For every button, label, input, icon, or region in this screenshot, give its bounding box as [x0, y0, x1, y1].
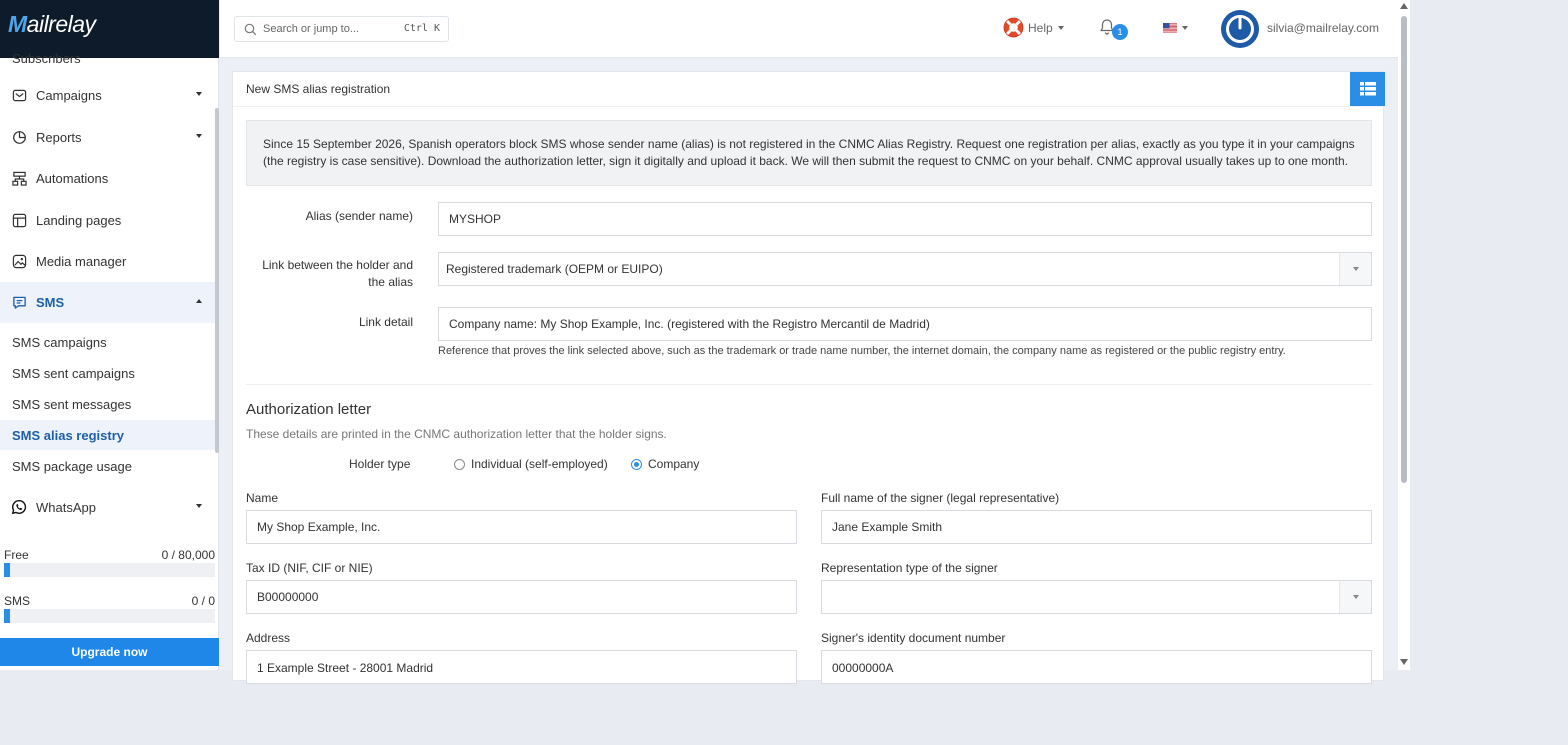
- representation-type-select[interactable]: [821, 580, 1372, 614]
- address-label: Address: [246, 631, 291, 645]
- whatsapp-icon: [11, 499, 27, 515]
- mailrelay-logo[interactable]: Mailrelay: [8, 11, 96, 37]
- sidebar-item-whatsapp[interactable]: [0, 487, 216, 527]
- help-label: Help: [1028, 20, 1053, 35]
- section-description: These details are printed in the CNMC authorization letter that the holder signs.: [246, 427, 667, 441]
- sidebar-item-label: Reports: [36, 129, 82, 145]
- image-icon: [11, 253, 27, 269]
- chevron-down-icon: [1182, 26, 1188, 30]
- sidebar-item-media-manager[interactable]: [0, 241, 216, 281]
- page-title: New SMS alias registration: [246, 82, 391, 96]
- flow-icon: [11, 170, 27, 186]
- scrollbar-thumb[interactable]: [1401, 16, 1407, 483]
- holder-type-label: Holder type: [349, 457, 411, 471]
- address-value: 1 Example Street - 28001 Madrid: [257, 661, 434, 675]
- sidebar-item-label: WhatsApp: [36, 499, 96, 515]
- envelope-icon: [11, 87, 27, 103]
- sidebar-item-landing-pages[interactable]: [0, 200, 216, 240]
- chevron-down-icon[interactable]: [1339, 253, 1371, 285]
- taxid-value: B00000000: [257, 590, 319, 604]
- quota-value: 0 / 0: [191, 594, 215, 608]
- chevron-down-icon: [196, 134, 202, 138]
- link-detail-help: Reference that proves the link selected above, such as the trademark or trade name number, the internet domain, the company name as registered or the public registry entry.: [438, 345, 1286, 357]
- quota-bar: [4, 563, 215, 577]
- sidebar-item-subscribers[interactable]: Subscribers: [12, 51, 81, 66]
- scroll-up-arrow[interactable]: [1400, 3, 1408, 9]
- pie-chart-icon: [11, 129, 27, 145]
- cnmc-notice: Since 15 September 2026, Spanish operators block SMS whose sender name (alias) is not registered in the CNMC Alias Registry. Request one registration per alias, exactly as you type it in your campaigns (the registry is case sensitive). Download the authorization letter, sign it digitally and upload it back. We will then submit the request to CNMC on your behalf. CNMC approval usually takes up to one month.: [246, 120, 1372, 186]
- quota-label: Free: [4, 548, 29, 562]
- holder-type-company-radio[interactable]: [631, 457, 699, 471]
- scroll-down-arrow[interactable]: [1400, 659, 1408, 665]
- alias-label: Alias (sender name): [305, 209, 413, 223]
- sidebar-subitem-sms-alias-registry[interactable]: SMS alias registry: [0, 420, 216, 450]
- document-number-value: 00000000A: [832, 661, 894, 675]
- sidebar: [0, 0, 219, 670]
- table-list-icon: [1360, 82, 1376, 96]
- alias-field[interactable]: [438, 202, 1372, 236]
- search-icon: [244, 23, 257, 36]
- sidebar-item-label: SMS: [36, 295, 65, 310]
- link-detail-value: Company name: My Shop Example, Inc. (registered with the Registro Mercantil de Madrid): [449, 317, 930, 331]
- signer-value: Jane Example Smith: [832, 520, 943, 534]
- quota-value: 0 / 80,000: [161, 548, 215, 562]
- link-select[interactable]: [438, 252, 1372, 286]
- section-title: Authorization letter: [246, 401, 372, 418]
- page-scrollbar[interactable]: [1398, 0, 1410, 670]
- sidebar-subitem-sms-sent-campaigns[interactable]: SMS sent campaigns: [12, 365, 135, 381]
- language-selector[interactable]: [1163, 23, 1188, 33]
- document-number-label: Signer's identity document number: [821, 631, 1006, 645]
- document-number-field[interactable]: [821, 650, 1372, 684]
- link-detail-field[interactable]: [438, 307, 1372, 341]
- taxid-label: Tax ID (NIF, CIF or NIE): [246, 561, 373, 575]
- section-divider: [246, 384, 1372, 385]
- alias-value: MYSHOP: [449, 212, 502, 226]
- power-icon: [1221, 10, 1259, 48]
- user-email[interactable]: silvia@mailrelay.com: [1267, 21, 1379, 35]
- radio-label: Individual (self-employed): [471, 457, 608, 471]
- sidebar-item-sms[interactable]: [0, 282, 216, 323]
- help-menu[interactable]: [1003, 17, 1064, 38]
- quota-bar-fill: [4, 563, 10, 577]
- detail-label: Link detail: [358, 315, 413, 329]
- top-bar: [220, 0, 1398, 58]
- sidebar-item-label: Media manager: [36, 253, 127, 269]
- us-flag-icon: [1163, 23, 1177, 33]
- address-field[interactable]: [246, 650, 797, 684]
- sidebar-item-campaigns[interactable]: [0, 75, 216, 115]
- name-field[interactable]: [246, 510, 797, 544]
- quota-bar-fill: [4, 609, 10, 623]
- avatar[interactable]: [1221, 10, 1259, 48]
- upgrade-button[interactable]: Upgrade now: [0, 638, 219, 666]
- chevron-down-icon: [196, 92, 202, 96]
- radio-label: Company: [648, 457, 700, 471]
- radio-on: [631, 459, 642, 470]
- sidebar-subitem-sms-sent-messages[interactable]: SMS sent messages: [12, 396, 132, 412]
- sidebar-subitem-sms-package-usage[interactable]: SMS package usage: [12, 458, 132, 474]
- search-shortcut: Ctrl K: [403, 23, 440, 34]
- link-label: Link between the holder and the alias: [262, 258, 413, 289]
- sidebar-item-label: Automations: [36, 170, 109, 186]
- sidebar-subitem-sms-campaigns[interactable]: SMS campaigns: [12, 334, 107, 350]
- search-placeholder: Search or jump to...: [263, 23, 359, 35]
- holder-type-individual-radio[interactable]: [454, 457, 608, 471]
- notifications-button[interactable]: [1098, 18, 1132, 42]
- chevron-down-icon: [1058, 26, 1064, 30]
- name-value: My Shop Example, Inc.: [257, 520, 381, 534]
- representation-type-label: Representation type of the signer: [821, 561, 998, 575]
- list-view-button[interactable]: [1350, 72, 1385, 106]
- sidebar-item-label: Landing pages: [36, 212, 122, 228]
- lifebuoy-icon: [1003, 17, 1024, 38]
- sidebar-item-automations[interactable]: [0, 158, 216, 198]
- link-selected-value: Registered trademark (OEPM or EUIPO): [446, 262, 663, 276]
- alias-registration-card: [232, 71, 1384, 681]
- layout-icon: [11, 212, 27, 228]
- chevron-down-icon: [196, 504, 202, 508]
- name-label: Name: [246, 491, 279, 505]
- chevron-down-icon[interactable]: [1339, 581, 1371, 613]
- notification-badge: 1: [1112, 24, 1128, 40]
- message-icon: [11, 295, 27, 311]
- quota-bar: [4, 609, 215, 623]
- sidebar-scrollbar[interactable]: [215, 108, 219, 453]
- sidebar-item-reports[interactable]: [0, 117, 216, 157]
- taxid-field[interactable]: [246, 580, 797, 614]
- signer-label: Full name of the signer (legal representative): [821, 491, 1060, 505]
- signer-field[interactable]: [821, 510, 1372, 544]
- chevron-up-icon: [196, 299, 202, 303]
- card-header: [233, 72, 1385, 107]
- sidebar-item-label: Campaigns: [36, 87, 102, 103]
- search-input[interactable]: [234, 16, 449, 42]
- quota-label: SMS: [4, 594, 31, 608]
- radio-off: [454, 459, 465, 470]
